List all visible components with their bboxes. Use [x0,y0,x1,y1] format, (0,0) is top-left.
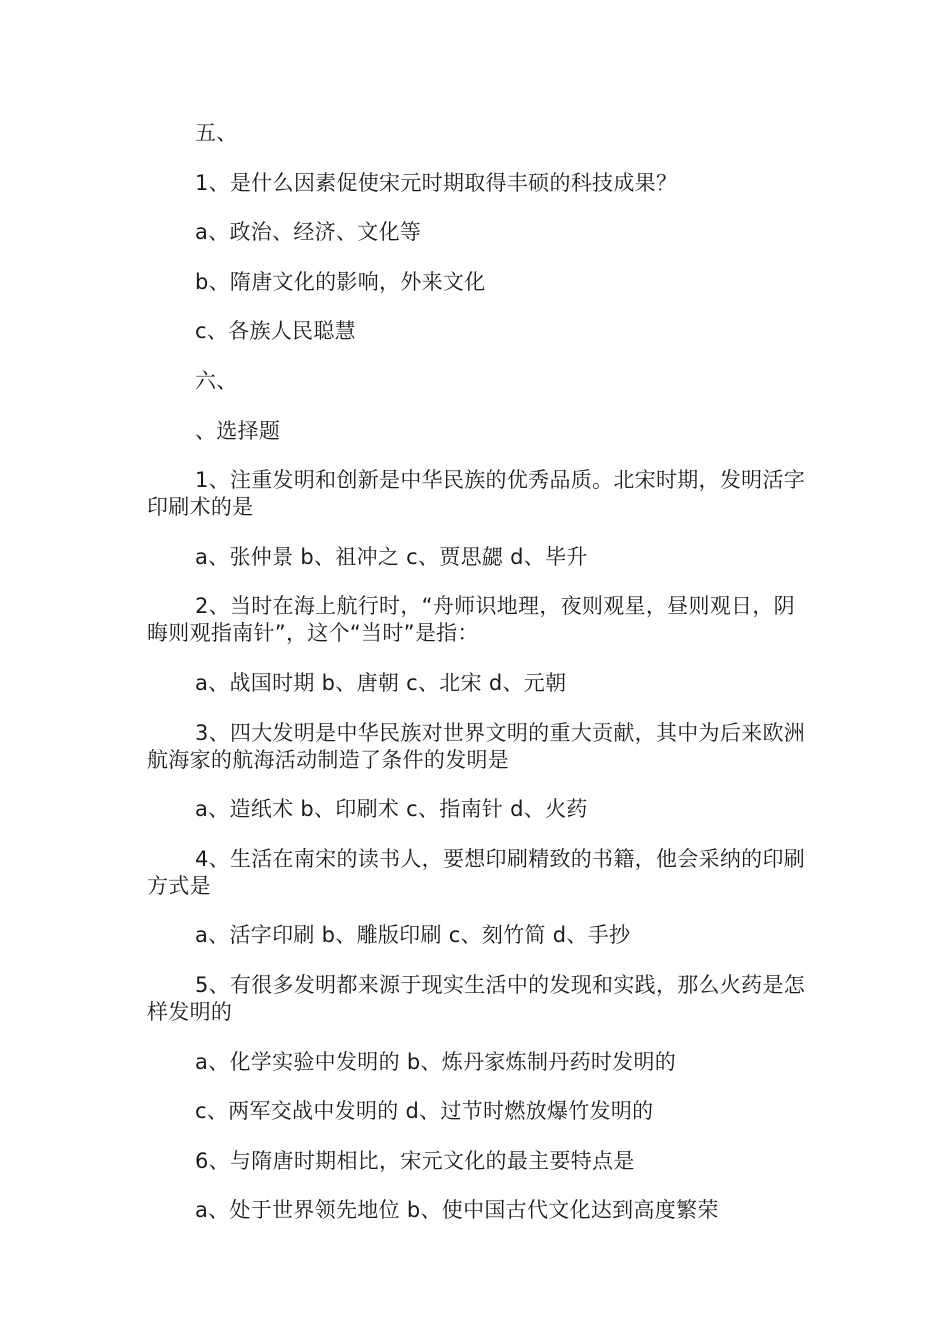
section-heading-6: 六、 [195,368,238,393]
question-item: 3、四大发明是中华民族对世界文明的重大贡献，其中为后来欧洲航海家的航海活动制造了条件的发明是 [147,720,806,772]
question-5-1: 1、是什么因素促使宋元时期取得丰硕的科技成果？ [195,170,678,195]
question-item: 4、生活在南宋的读书人，要想印刷精致的书籍，他会采纳的印刷方式是 [147,846,806,898]
options-line: a、处于世界领先地位 b、使中国古代文化达到高度繁荣 [195,1198,719,1223]
document-body [147,120,812,1247]
answer-line: a、政治、经济、文化等 [195,220,422,245]
options-line: a、战国时期 b、唐朝 c、北宋 d、元朝 [195,670,567,695]
question-item: 2、当时在海上航行时，“舟师识地理，夜则观星，昼则观日，阴晦则观指南针”，这个“当时”是指： [147,594,795,646]
question-item: 5、有很多发明都来源于现实生活中的发现和实践，那么火药是怎样发明的 [147,972,806,1024]
options-line: a、活字印刷 b、雕版印刷 c、刻竹简 d、手抄 [195,923,631,948]
answer-line: b、隋唐文化的影响，外来文化 [195,269,486,294]
options-line: c、两军交战中发明的 d、过节时燃放爆竹发明的 [195,1099,654,1124]
answer-line: c、各族人民聪慧 [195,319,356,344]
options-line: a、张仲景 b、祖冲之 c、贾思勰 d、毕升 [195,544,588,569]
subsection-heading: 、选择题 [195,418,281,443]
question-item: 6、与隋唐时期相比，宋元文化的最主要特点是 [195,1148,635,1173]
section-heading-5: 五、 [195,121,238,145]
question-item: 1、注重发明和创新是中华民族的优秀品质。北宋时期，发明活字印刷术的是 [147,468,806,520]
options-line: a、造纸术 b、印刷术 c、指南针 d、火药 [195,797,588,822]
options-line: a、化学实验中发明的 b、炼丹家炼制丹药时发明的 [195,1049,677,1074]
